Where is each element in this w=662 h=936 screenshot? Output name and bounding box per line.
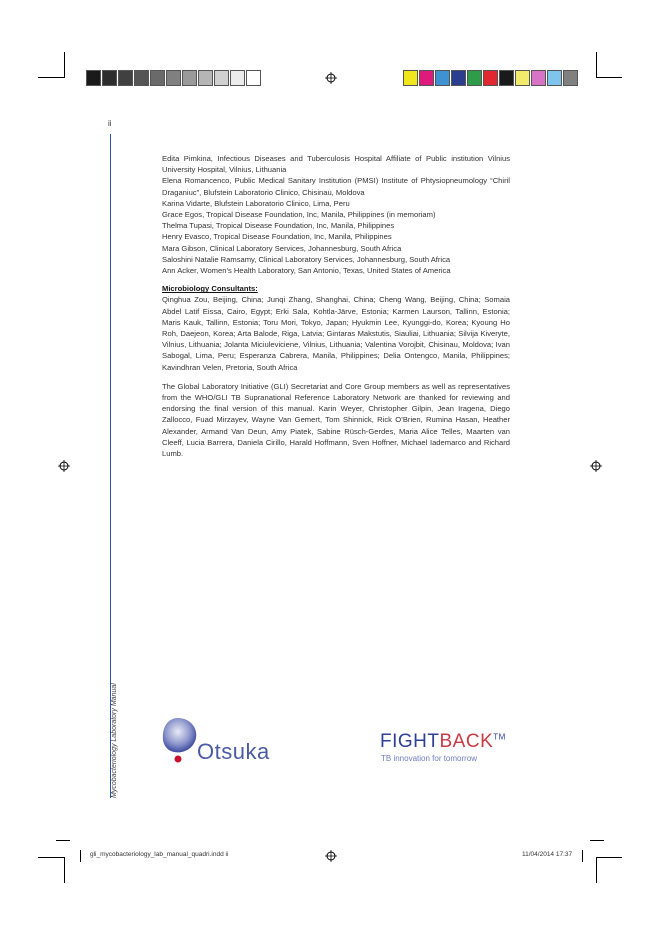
- color-swatch: [246, 70, 261, 86]
- registration-mark-icon: [325, 850, 337, 862]
- color-swatch: [547, 70, 562, 86]
- color-swatch: [86, 70, 101, 86]
- contributor-entry: Ann Acker, Women’s Health Laboratory, San Antonio, Texas, United States of America: [162, 266, 451, 276]
- color-swatch: [102, 70, 117, 86]
- color-swatch: [515, 70, 530, 86]
- fightback-logo-fight: FIGHT: [380, 731, 440, 752]
- color-swatch: [403, 70, 418, 86]
- contributor-entry: Elena Romancenco, Public Medical Sanitary Institution (PMSI) Institute of Phtysiopneumology “Chiril Draganiuc”, Blufstein Laboratorio Clinico, Chisinau, Moldova: [162, 176, 510, 197]
- color-swatch: [198, 70, 213, 86]
- page-content: [162, 153, 510, 459]
- registration-mark-icon: [325, 72, 337, 84]
- color-swatch: [563, 70, 578, 86]
- color-swatch: [483, 70, 498, 86]
- color-swatch: [166, 70, 181, 86]
- registration-mark-icon: [58, 460, 70, 472]
- grayscale-color-bar: [86, 70, 262, 86]
- contributor-entry: Saloshini Natalie Ramsamy, Clinical Laboratory Services, Johannesburg, South Africa: [162, 254, 451, 264]
- color-swatch: [182, 70, 197, 86]
- color-swatch: [531, 70, 546, 86]
- crop-mark: [596, 52, 597, 78]
- crop-mark: [596, 857, 597, 883]
- contributor-entry: Karina Vidarte, Blufstein Laboratorio Clinico, Lima, Peru: [162, 198, 350, 208]
- color-swatch: [499, 70, 514, 86]
- fightback-logo-text: [380, 731, 506, 753]
- crop-mark: [38, 857, 64, 858]
- crop-mark: [590, 840, 604, 841]
- color-swatch: [150, 70, 165, 86]
- crop-mark: [64, 52, 65, 78]
- page-number: ii: [108, 119, 112, 128]
- color-swatch: [230, 70, 245, 86]
- color-swatch: [451, 70, 466, 86]
- file-slug: gli_mycobacteriology_lab_manual_quadri.indd ii: [90, 851, 229, 858]
- otsuka-logo-text: Otsuka: [197, 739, 270, 764]
- fightback-logo-back: BACK: [439, 731, 494, 752]
- crop-mark: [582, 850, 583, 862]
- trademark-symbol: TM: [493, 732, 506, 742]
- crop-mark: [56, 840, 70, 841]
- otsuka-logo-icon: [160, 716, 200, 764]
- crop-mark: [596, 77, 622, 78]
- registration-mark-icon: [590, 460, 602, 472]
- color-swatch: [214, 70, 229, 86]
- color-swatch: [118, 70, 133, 86]
- crop-mark: [64, 857, 65, 883]
- color-swatch: [134, 70, 149, 86]
- contributor-list: [162, 153, 510, 276]
- process-color-bar: [403, 70, 579, 86]
- crop-mark: [38, 77, 64, 78]
- color-swatch: [467, 70, 482, 86]
- date-slug: 11/04/2014 17:37: [522, 851, 573, 858]
- section-heading: Microbiology Consultants:: [162, 284, 258, 294]
- color-swatch: [435, 70, 450, 86]
- contributor-entry: Edita Pimkina, Infectious Diseases and Tuberculosis Hospital Affiliate of Public institution Vilnius University Hospital, Vilnius, Lithuania: [162, 154, 510, 175]
- acknowledgement-text: The Global Laboratory Initiative (GLI) Secretariat and Core Group members as well as representatives from the WHO/GLI TB Supranational Reference Laboratory Network are thanked for reviewing and endorsing the final version of this manual. Karin Weyer, Christopher Gilpin, Jean Iragena, Diego Zallocco, Fuad Mirzayev, Wayne Van Gemert, Tom Shinnick, Rick O’Brien, Rumina Hasan, Heather Alexander, Armand Van Deun, Amy Piatek, Sabine Rüsch-Gerdes, Maria Alice Telles, Maarten van Cleeff, Lucia Barrera, Daniela Cirillo, Harald Hoffmann, Sven Hoffner, Michael Iademarco and Richard Lumb.: [162, 381, 510, 459]
- microbiology-consultants-section: [162, 283, 510, 373]
- consultants-text: Qinghua Zou, Beijing, China; Junqi Zhang, Shanghai, China; Cheng Wang, Beijing, China; Somaia Abdel Latif Eissa, Cairo, Egypt; Erki Sala, Kohtla-Järve, Estonia; Karmen Laurson, Tallinn, Estonia; Maris Kauk, Tallinn, Estonia; Toru Mori, Tokyo, Japan; Hyukmin Lee, Kyunggi-do, Korea; Kyoung Ho Roh, Daejeon, Korea; Arta Balode, Riga, Latvia; Gintaras Makstutis, Siauliai, Lithuania; Silvija Kiveryte, Vilnius, Lithuania; Jolanta Miciuleviciene, Vilnius, Lithuania; Valentina Vorojbit, Chisinau, Moldova; Ivan Sabogal, Lima, Peru; Esperanza Cabrera, Manila, Philippines; Delia Ontengco, Manila, Philippines; Kavindhran Velen, Pretoria, South Africa: [162, 295, 510, 372]
- crop-mark: [80, 850, 81, 862]
- contributor-entry: Mara Gibson, Clinical Laboratory Services, Johannesburg, South Africa: [162, 243, 402, 253]
- spine-title: Mycobacteriology Laboratory Manual: [111, 683, 118, 798]
- contributor-entry: Thelma Tupasi, Tropical Disease Foundation, Inc, Manila, Philippines: [162, 221, 395, 231]
- contributor-entry: Grace Egos, Tropical Disease Foundation, Inc, Manila, Philippines (in memoriam): [162, 210, 436, 220]
- color-swatch: [419, 70, 434, 86]
- fightback-tagline: TB innovation for tomorrow: [381, 754, 478, 763]
- contributor-entry: Henry Evasco, Tropical Disease Foundation, Inc, Manila, Philippines: [162, 232, 392, 242]
- crop-mark: [596, 857, 622, 858]
